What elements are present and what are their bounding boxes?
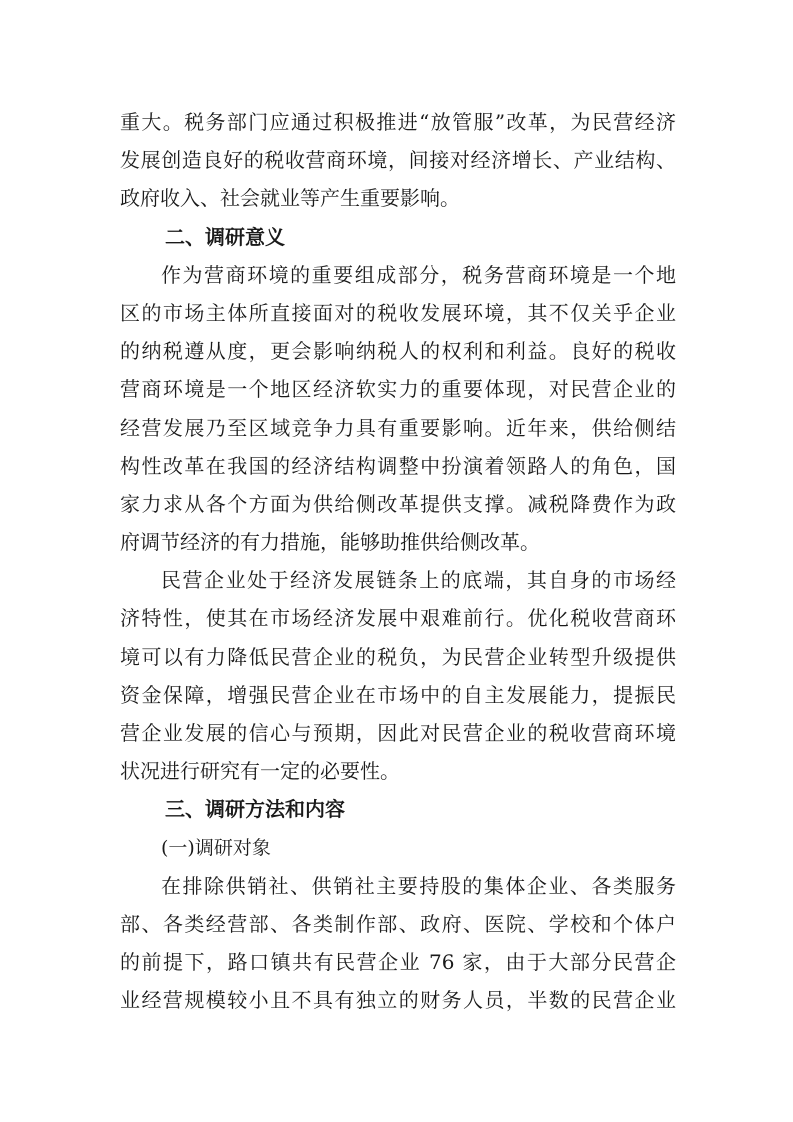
text-line: 作为营商环境的重要组成部分，税务营商环境是一个地	[161, 262, 676, 287]
section-heading-research-methods: 三、调研方法和内容	[165, 797, 345, 822]
text-line: 资金保障，增强民营企业在市场中的自主发展能力，提振民	[120, 682, 676, 707]
text-line: 营企业发展的信心与预期，因此对民营企业的税收营商环境	[120, 721, 676, 745]
text-line: 业经营规模较小且不具有独立的财务人员，半数的民营企业	[120, 988, 676, 1013]
subsection-heading-research-subjects: (一)调研对象	[161, 836, 271, 859]
section-heading-research-significance: 二、调研意义	[165, 224, 285, 249]
text-line: 境可以有力降低民营企业的税负，为民营企业转型升级提供	[120, 644, 676, 669]
text-line: 经营发展乃至区域竞争力具有重要影响。近年来，供给侧结	[120, 415, 676, 440]
text-line: 的前提下，路口镇共有民营企业 76 家，由于大部分民营企	[120, 950, 676, 975]
text-line: 府调节经济的有力措施，能够助推供给侧改革。	[120, 530, 540, 555]
text-line: 家力求从各个方面为供给侧改革提供支撑。减税降费作为政	[120, 491, 676, 516]
text-line: 发展创造良好的税收营商环境，间接对经济增长、产业结构、	[120, 148, 676, 173]
text-line: 重大。税务部门应通过积极推进“放管服”改革，为民营经济	[120, 110, 676, 134]
document-page	[120, 103, 676, 1020]
text-line: 在排除供销社、供销社主要持股的集体企业、各类服务	[161, 873, 676, 898]
text-line: 区的市场主体所直接面对的税收发展环境，其不仅关乎企业	[120, 300, 676, 325]
text-line: 济特性，使其在市场经济发展中艰难前行。优化税收营商环	[120, 606, 676, 631]
text-line: 政府收入、社会就业等产生重要影响。	[120, 186, 460, 211]
text-line: 营商环境是一个地区经济软实力的重要体现，对民营企业的	[120, 377, 676, 402]
text-line: 的纳税遵从度，更会影响纳税人的权利和利益。良好的税收	[120, 339, 676, 364]
text-line: 状况进行研究有一定的必要性。	[120, 759, 400, 784]
text-line: 民营企业处于经济发展链条上的底端，其自身的市场经	[161, 568, 676, 593]
text-line: 构性改革在我国的经济结构调整中扮演着领路人的角色，国	[120, 453, 676, 478]
text-line: 部、各类经营部、各类制作部、政府、医院、学校和个体户	[120, 911, 676, 936]
